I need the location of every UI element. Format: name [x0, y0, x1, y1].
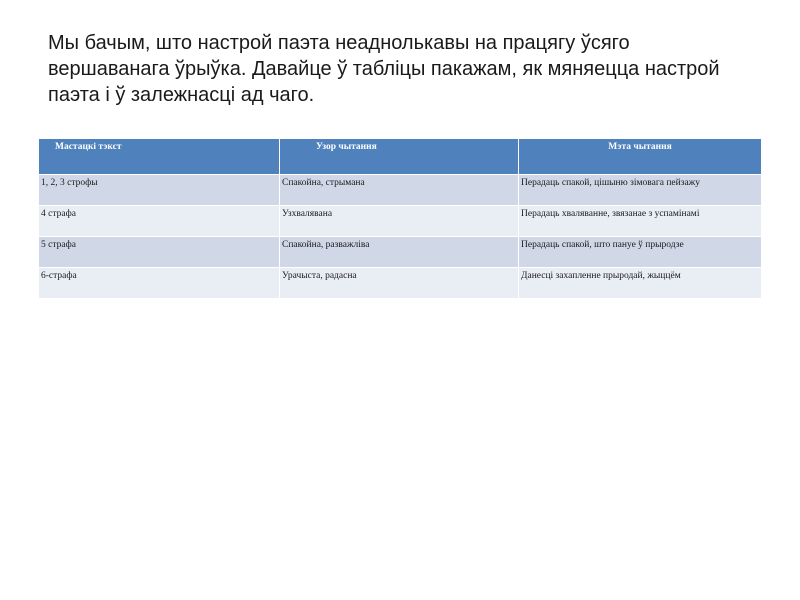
cell-artistic-text: 1, 2, 3 строфы [39, 175, 280, 206]
header-artistic-text: Мастацкі тэкст [39, 139, 280, 175]
header-reading-pattern: Узор чытання [280, 139, 519, 175]
cell-reading-goal: Перадаць спакой, цішыню зімовага пейзажу [519, 175, 762, 206]
table-row [39, 206, 762, 237]
cell-artistic-text: 4 страфа [39, 206, 280, 237]
intro-paragraph: Мы бачым, што настрой паэта неаднолькавы на працягу ўсяго вершаванага ўрыўка. Давайце ў табліцы пакажам, як мяняецца настрой паэта і ў залежнасці ад чаго. [48, 32, 720, 106]
header-reading-goal: Мэта чытання [519, 139, 762, 175]
cell-reading-goal: Данесці захапленне прыродай, жыццём [519, 268, 762, 299]
table-row [39, 268, 762, 299]
table-header-row [39, 139, 762, 175]
cell-reading-pattern: Узхвалявана [280, 206, 519, 237]
poem-mood-table [38, 138, 762, 299]
cell-reading-goal: Перадаць хваляванне, звязанае з успамінамі [519, 206, 762, 237]
cell-artistic-text: 5 страфа [39, 237, 280, 268]
cell-reading-pattern: Урачыста, радасна [280, 268, 519, 299]
cell-reading-goal: Перадаць спакой, што пануе ў прыродзе [519, 237, 762, 268]
cell-reading-pattern: Спакойна, разважліва [280, 237, 519, 268]
cell-artistic-text: 6-страфа [39, 268, 280, 299]
table-row [39, 237, 762, 268]
cell-reading-pattern: Спакойна, стрымана [280, 175, 519, 206]
table-row [39, 175, 762, 206]
